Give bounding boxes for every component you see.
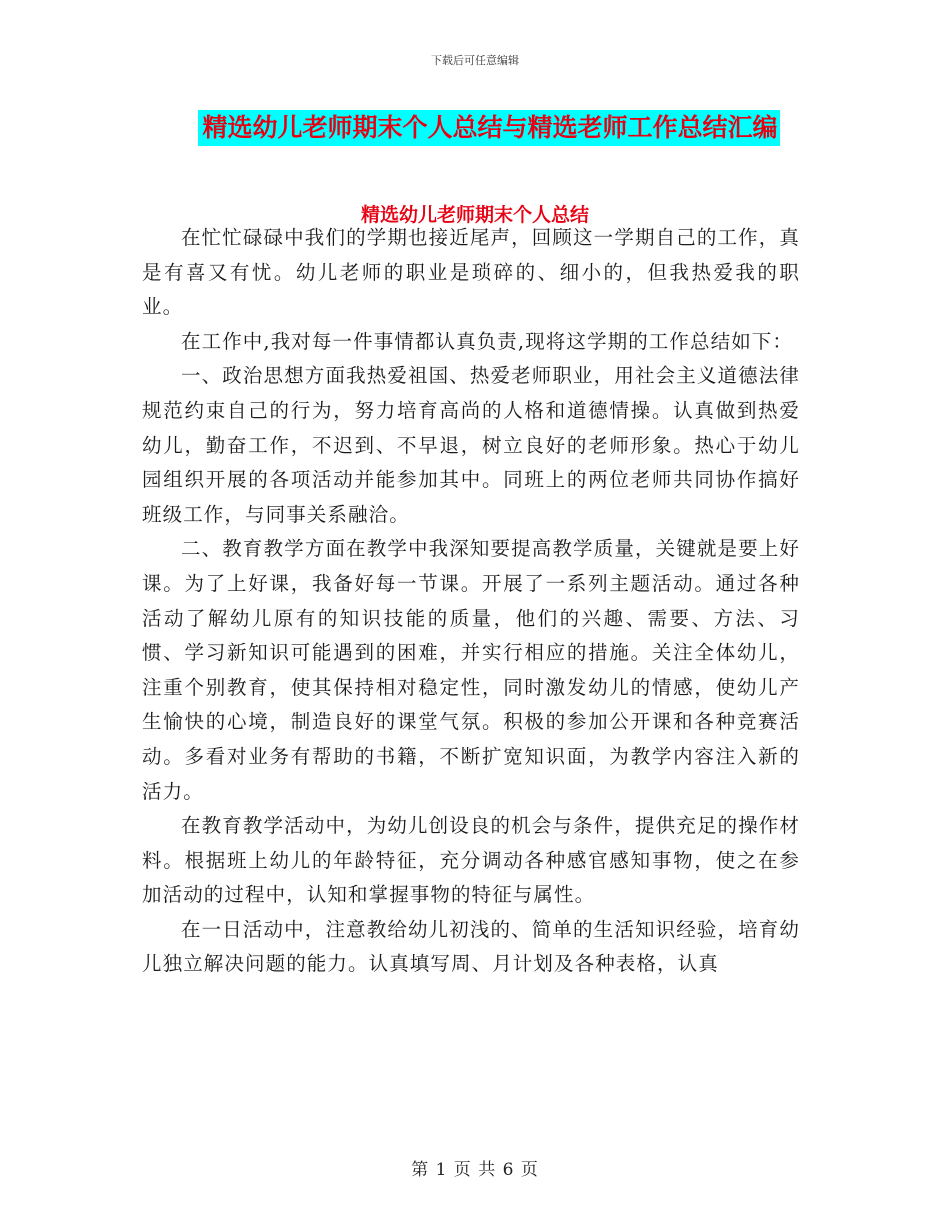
- paragraph-6: 在一日活动中，注意教给幼儿初浅的、简单的生活知识经验，培育幼儿独立解决问题的能力。认真填写周、月计划及各种表格，认真: [142, 917, 800, 976]
- document-title-container: [0, 110, 950, 146]
- document-title: 精选幼儿老师期末个人总结与精选老师工作总结汇编: [198, 110, 779, 146]
- paragraph-3: 一、政治思想方面我热爱祖国、热爱老师职业，用社会主义道德法律规范约束自己的行为，努力培育高尚的人格和道德情操。认真做到热爱幼儿，勤奋工作，不迟到、不早退，树立良好的老师形象。热心于幼儿园组织开展的各项活动并能参加其中。同班上的两位老师共同协作搞好班级工作，与同事关系融洽。: [142, 364, 800, 526]
- paragraph-2: 在工作中,我对每一件事情都认真负责,现将这学期的工作总结如下：: [181, 329, 793, 353]
- paragraph-1: 在忙忙碌碌中我们的学期也接近尾声，回顾这一学期自己的工作，真是有喜又有忧。幼儿老师的职业是琐碎的、细小的，但我热爱我的职业。: [142, 226, 800, 319]
- paragraph-4: 二、教育教学方面在教学中我深知要提高教学质量，关键就是要上好课。为了上好课，我备好每一节课。开展了一系列主题活动。通过各种活动了解幼儿原有的知识技能的质量，他们的兴趣、需要、方法、习惯、学习新知识可能遇到的困难，并实行相应的措施。关注全体幼儿，注重个别教育，使其保持相对稳定性，同时激发幼儿的情感，使幼儿产生愉快的心境，制造良好的课堂气氛。积极的参加公开课和各种竞赛活动。多看对业务有帮助的书籍，不断扩宽知识面，为教学内容注入新的活力。: [142, 537, 800, 803]
- section-title: 精选幼儿老师期末个人总结: [360, 204, 589, 226]
- page-header-note: 下载后可任意编辑: [431, 54, 519, 67]
- page-number-footer: 第 1 页 共 6 页: [411, 1160, 539, 1180]
- paragraph-5: 在教育教学活动中，为幼儿创设良的机会与条件，提供充足的操作材料。根据班上幼儿的年龄特征，充分调动各种感官感知事物，使之在参加活动的过程中，认知和掌握事物的特征与属性。: [142, 814, 800, 907]
- paragraph-list: [142, 221, 800, 982]
